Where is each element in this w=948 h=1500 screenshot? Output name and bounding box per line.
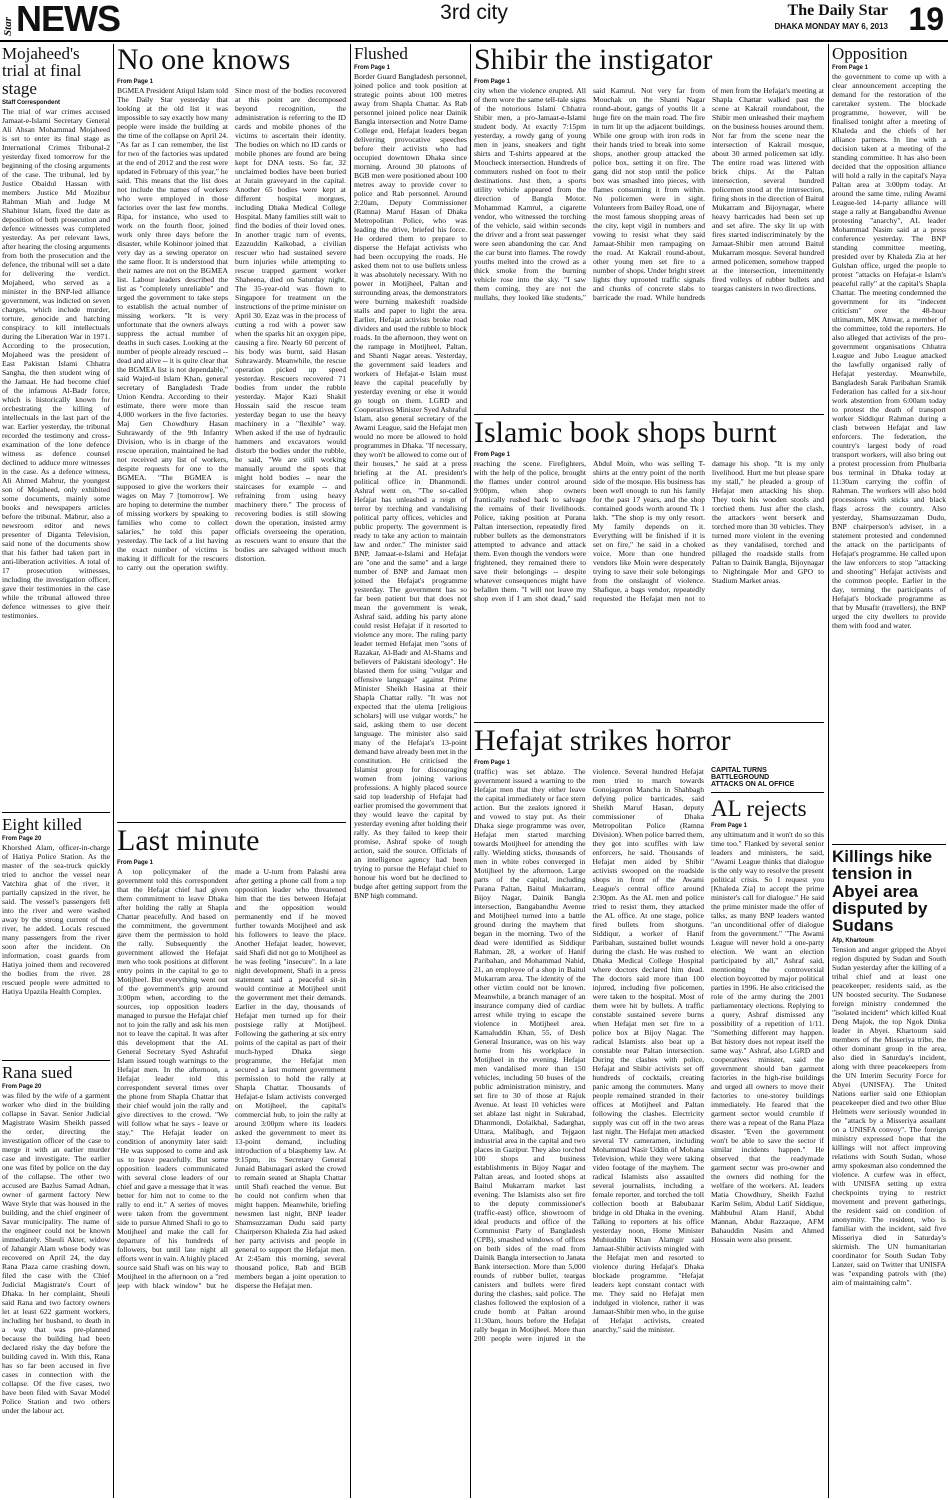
article-body: the government to come up with a clear announcement accepting the demand for the restoration of the caretaker system. The blockade programme, however, will be finalised tonight after a meeting of Khaleda and the chiefs of her alliance partners. In line with a decision taken at a meeting of the standing committee. It has also been decided that the opposition alliance will hold a rally in the capital's Naya Paltan area at 3:00pm today. At around the same time, ruling Awami League-led 14-party alliance will stage a rally at Bangabandhu Avenue protesting "anarchy", AL leader Mohammad Nasim said at a press conference yesterday. The BNP standing committee meeting, presided over by Khaleda Zia at her Gulshan office, urged the people to protest "attacks on Hefajat-e Islam's peaceful rally" at the capital's Shapla Chattar. The meeting condemned the government for its "indecent criticism" over the 48-hour ultimatum, MK Anwar, a member of the committee, told the reporters. He also alleged that activists of the pro-government organisations Chhatra League and Jubo League attacked the lawfully organised rally of Hefajat yesterday. Meanwhile, Bangladesh Sarak Paribahan Sramik Federation has called for a six-hour work abstention from 6:00am today to protest the death of transport worker Siddiqur Rahman during a clash between Hefajat and law enforcers. The federation, the country's largest body of road transport workers, will also bring out a protest procession from Phulbaria bus terminal in Dhaka today at 11:30am carrying the coffin of Rahman. The workers will also hold processions with sticks and black flags across the country. Also yesterday, Shamsuzzaman Dudu, BNP chairperson's adviser, in a statement protested and condemned the attack on the participants of Hefajat's programme. He called upon the law enforcers to stop "attacking and shooting" Hefajat activists and the common people. Earlier in the day, terming the participants of Hefajat's blockade programme as that by Musafir (travellers), the BNP urged the city dwellers to provide them with food and water. — [832, 72, 946, 631]
subhead: ATTACKS ON AL OFFICE — [711, 780, 795, 788]
article-eight-killed — [2, 816, 110, 1056]
article-body: was filed by the wife of a garment worker who died in the building collapse in Savar. Senior Judicial Magistrate Wasim Sheikh passed the order, directing the investigation officer of the case to merge it with an earlier murder case and investigate. The earlier one was filed by police on the day of the collapse. The other two accused are Bazlus Samad Adnan, owner of garment factory New Wave Style that was housed in the building, and the chief engineer of Savar municipality. The name of the engineer could not be known immediately. Sheuli Akter, widow of Jahangir Alam whose body was recovered on April 24, the day Rana Plaza came crashing down, filed the case with the Chief Judicial Magistrate's Court of Dhaka. In her complaint, Sheuli said Rana and two factory owners let at least 622 garment workers, including her husband, to death in a way that was pre-planned because the building had been declared risky the day before the building caved in. With this, Rana has so far been accused in five cases in connection with the collapse. Of the five cases, two have been filed with Savar Model Police Station and two others under the labour act. — [2, 1091, 110, 1416]
headline: Shibir the instigator — [474, 45, 713, 76]
headline: Mojaheed's trial at final stage — [2, 45, 82, 98]
article-no-one-knows — [117, 45, 346, 820]
article-killings — [832, 848, 946, 1498]
byline: Staff Correspondent — [2, 99, 61, 106]
column-rule — [470, 44, 471, 1498]
article-body: city when the violence erupted. All of them wore the same tell-tale signs of the notorious Islami Chhatra Shibir men, a pro-Jamaat-e-Islami student body. At exactly 7:15pm yesterday, a rowdy gang of young men in jeans, sneakers and tight shirts and T-shirts appeared at the Moucheck intersection. Hundreds of commuters rushed on foot to their destinations. Just then, a sports utility vehicle appeared from the direction of Bangla Motor. Mohammad Kamrul, a cigarette vendor, who witnessed the torching of the vehicle, said within seconds the driver and a front seat passenger were seen abandoning the car. And the car burst into flames. The rowdy youths melted into the crowd as a thick smoke from the burning vehicle rose into the sky. "I saw them coming, they are not the mullahs, they looked like students," said Kamrul. Not very far from Mouchak on the Shanti Nagar round-about, gangs of youths lit a huge fire on the main road. The fire in turn lit up the adjacent buildings. While one group with iron rods in their hands tried to break into some shops, another group attacked the police box, setting it on fire. The gang did not stop until the police box was smashed into pieces, with flames consuming it from within. No policemen were in sight. Volunteers from Bailey Road, one of the most famous shopping areas of the city, kept vigil in numbers and vowing to resist what they said Jamaat-Shibir men rampaging on the road. At Kakrail round-about, other young men set fire to a number of shops. Under bright street lights they uprooted traffic signals and chunks of concrete slabs to barricade the road. While hundreds of men from the Hefajat's meeting at Shapla Chattar walked past the scene at Kakrail roundabout, the Shibir men unleashed their mayhem on the business houses around them. Not far from the scene near the intersection of Kakrail mosque, about 30 armed policemen sat idly. The entire road was littered with brick chips. At the Paltan intersection, several hundred policemen stood at the intersection, firing shots in the direction of Baitul Mukarram and Bijoynagar, where heavy barricades had been set up and set afire. The sky lit up with fires started indiscriminately by the Jamaat-Shibir men around Baitul Mukarram mosque. Several hundred armed policemen, somehow trapped at the intersection, intermittently fired volleys of rubber bullets and teargas canisters in two directions. — [474, 85, 824, 302]
subhead: CAPITAL TURNS BATTLEGROUND — [711, 766, 770, 781]
byline: From Page 1 — [354, 65, 391, 72]
column-rule — [828, 44, 829, 1498]
article-body: (traffic) was set ablaze. The government issued a warning to the Hefajat men that they either leave the capital immediately or face stern action. But the zealots ignored it and vowed to stay put. As their Dhaka siege programme was over, Hefajat men started marching towards Motijheel for attending the rally. Wielding sticks, thousands of men in white robes converged in Motijheel by the afternoon. Large parts of the capital, including Purana Paltan, Baitul Mukarram, Bijoy Nagar, Dainik Bangla intersection, Bangabandhu Avenue and Motijheel turned into a battle ground during the mayhem that began in the morning. Two of the dead were identified as Siddiqur Rahman, 28, a worker of Hanif Paribahan, and Mohammad Nahid, 21, an employee of a shop in Baitul Mukarram area. The identity of the other victim could not be known. Meanwhile, a branch manager of an insurance company died of cardiac arrest while trying to escape the violence in Motijheel area. Kamaluddin Khan, 55, of Desh General Insurance, was on his way home from his workplace in Motijheel in the evening. Hefajat men vandalised more than 150 vehicles, including 50 buses of the public administration ministry, and set fire to 30 of those at Rajuk Avenue. At least 10 vehicles were set ablaze last night in Sukrabad, Dhanmondi, Dolaikhal, Sadarghat, Uttara, Malibagh, and Tejgaon industrial area in the capital and two places in Gazipur. They also torched 100 shops and business establishments in Bijoy Nagar and Paltan areas, and looted shops at Baitul Mukarram market last evening. The Islamists also set fire to the deputy commissioner's (traffic-east) office, showroom of ideal products and office of the Communist Party of Bangladesh (CPB), smashed windows of offices on both sides of the road from Dainik Bangla intersection to Janata Bank intersection. More than 5,000 rounds of rubber bullet, teargas canisters and bullets were fired during the clashes, said police. The clashes followed the explosion of a crude bomb at Paltan around 11:30am, hours before the Hefajat rally began in Motijheel. More than 200 people were injured in the violence. Several hundred Hefajat men tried to march towards Gonojagoron Mancha in Shahbagh defying police barricades, said Sheikh Maruf Hasan, deputy commissioner of Dhaka Metropolitan Police (Ramna Division). When police barred them, they got into scuffles with law enforcers, he said. Thousands of Hefajat men aided by Shibir activists swooped on the roadside shops in front of the Awami League's central office around 2:30pm. As the AL men and police tried to resist them, they attacked the AL office. At one stage, police fired bullets from shotguns. Siddiqur, a worker of Hanif Paribahan, sustained bullet wounds during the clash. He was rushed to Dhaka Medical College Hospital where doctors declared him dead. The doctors said more than 100 injured, including five policemen, were taken to the hospital. Most of them were hit by bullets. A traffic constable sustained severe burns when Hefajat men set fire to a police box at Bijoy Nagar. The radical Islamists also beat up a constable near Paltan intersection. During the clashes with police, Hefajat and Shibir activists set off hundreds of cocktails, creating panic among the commuters. Many people remained stranded in their offices at Motijheel and Paltan following the clashes. Electricity supply was cut off in the two areas last night. The Hefajat men attacked several TV cameramen, including Mohammad Nasir Uddin of Mohana Television, while they were taking video footage of the mayhem. The radical Islamists also assaulted several journalists, including a female reporter, and torched the toll collection booth at Babubazar bridge in old Dhaka in the evening. Talking to reporters at his office yesterday noon, Home Minister Muhiuddin Khan Alamgir said Jamaat-Shibir activists mingled with the Hefajat men and resorted to violence during Hefajat's Dhaka blockade programme. "Hefajat leaders kept constant contact with me. They said no Hefajat men indulged in violence, rather it was Jamaat-Shibir men who, in the guise of Hefajat activists, created anarchy," said the minister. — [474, 766, 704, 1343]
headline: Opposition — [832, 45, 908, 63]
column-rule — [113, 44, 114, 1498]
byline: From Page 1 — [474, 78, 511, 85]
byline: From Page 1 — [117, 78, 154, 85]
divider — [474, 414, 824, 415]
article-body: Khorshed Alam, officer-in-charge of Hatiya Police Station. As the master of the sea-truck quickly tried to anchor the vessel near Vatchira ghat of the river, it partially capsized in the river, he said. The vessel's passengers fell into the river and were washed away by the strong current of the river, he added. Locals rescued many passengers from the river soon after the incident. On information, coast guards from Hatiya joined them and recovered the bodies from the river. 28 rescued people were admitted to Hatiya Upazila Health Complex. — [2, 843, 110, 997]
headline: Killings hike tension in Abyei area disputed by Sudans — [832, 848, 933, 936]
byline: From Page 1 — [474, 759, 511, 766]
article-body: any ultimatum and it won't do so this time too." Flanked by several senior leaders and ministers, he said, "Awami League thinks that dialogue is the only way to resolve the present political crisis. So I request you [Khaleda Zia] to accept the prime minister's call for dialogue." He said the prime minister made the offer of talks, as many BNP leaders wanted "an unconditional offer of dialogue from the government." "The Awami League will never hold a one-party election. We want an election participated by all," Ashraf said, mentioning the controversial election boycotted by major political parties in 1996. He also criticised the role of the army during the 2001 parliamentary elections. Replying to a query, Ashraf dismissed any possibility of a repetition of 1/11. "Something different may happen. But history does not repeat itself the same way." Ashraf, also LGRD and cooperatives minister, said the government should ban garment factories in the high-rise buildings and urged all owners to move their factories to one-storey buildings immediately. He feared that the garment sector would crumble if there was a repeat of the Rana Plaza disaster. "Even the government won't be able to save the sector if similar incidents happen." He observed that the readymade garment sector was pro-owner and the owners did nothing for the welfare of the workers. AL leaders Matia Chowdhury, Sheikh Fazlul Karim Selim, Abdul Latif Siddique, Mahbubul Alam Hanif, Abdul Mannan, Abdur Razzaque, AFM Bahauddin Nasim and Ahmed Hossain were also present. — [711, 830, 824, 1245]
divider — [2, 1060, 110, 1061]
divider — [2, 812, 110, 813]
byline: From Page 1 — [474, 451, 511, 458]
article-flushed — [354, 45, 467, 1498]
divider — [474, 722, 824, 723]
article-hefajat — [474, 726, 824, 1498]
divider — [711, 792, 824, 793]
byline: From Page 1 — [832, 65, 869, 72]
byline: From Page 1 — [117, 859, 154, 866]
masthead — [0, 0, 948, 42]
headline: Eight killed — [2, 816, 82, 834]
byline: From Page 20 — [2, 836, 42, 843]
article-body: A top policymaker of the government told this correspondent that the Hefajat chief had given them commitment to leave Dhaka after holding the rally at Shapla Chattar peacefully. And based on the commitment, the government gave them the permission to hold the rally. Subsequently the government allowed the Hefajat men who took positions at different entry points in the capital to go to Motijheel. But everything went out of the government's grip around 3:00pm when, according to the sources, top opposition leaders managed to pursue the Hefajat chief not to join the rally and ask his men not to leave the capital. It was after this development that the AL General Secretary Syed Ashraful Islam issued tough warnings to the Hefajat men. In the afternoon, a Hefajat leader told this correspondent several times over the phone from Shapla Chattar that their chief would join the rally and give directives to the crowd. "We will follow what he says - leave or stay." The Hefajat leader on condition of anonymity later said: "He was supposed to come and ask us to leave peacefully. But some opposition leaders communicated with several close leaders of our chief and gave a message that it was better for him not to come to the rally to end it." A series of moves were taken from the government side to pursue Ahmed Shafi to go to Motijheel and make the call for departure of his hundreds of followers, but until late night all efforts went in vain. A highly placed source said Shafi was on his way to Motijheel in the afternoon on a "red jeep with black window" but he made a U-turn from Palashi area after getting a phone call from a top opposition leader who threatened him that the ties between Hefajat and the opposition would permanently end if he moved further towards Motijheel and ask his followers to leave the place. Another Hefajat leader, however, said Shafi did not go to Motijheel as he was feeling "insecure". In a late night development, Shafi in a press statement said a peaceful sit-in would continue at Motijheel until the government met their demands. Earlier in the day, thousands of Hefajat men turned up for their postsiege rally at Motijheel. Following the gathering at six entry points of the capital as part of their much-hyped Dhaka siege programme, the Hefajat men secured a last moment government permission to hold the rally at Shapla Chattar. Thousands of Hefajat-e Islam activists converged on Motijheel, the capital's commercial hub, to join the rally at around 3:00pm where its leaders asked the government to meet its 13-point demand, including introduction of a blasphemy law. At 9:15pm, its Secretary General Junaid Babunagari asked the crowd to remain seated at Shapla Chattar until Shafi reached the venue. But he could not confirm when that might happen. Meanwhile, briefing newsmen last night, BNP leader Shamsuzzaman Dudu said party Chairperson Khaleda Zia had asked her party activists and people in general to support the Hefajat men. At 2:45am this morning, several thousand police, Rab and BGB members began a joint operation to disperse the Hefajat men. — [117, 866, 346, 1290]
page-number: 19 — [908, 1, 944, 37]
headline: No one knows — [117, 45, 291, 76]
headline: AL rejects — [711, 795, 807, 821]
article-rana-sued — [2, 1064, 110, 1498]
article-body: BGMEA President Atiqul Islam told The Daily Star yesterday that looking at the old list it was impossible to say exactly how many people were inside the building at the time of the collapse on April 24. "As far as I can remember, the list for two of the factories was updated at the end of 2012 and the rest were updated in February of this year," he said. This means that the list does not include the names of workers who were employed in those factories over the last few months. Ripa, for instance, who used to work on the fourth floor, joined work only three days before the disaster, while Kohinoor joined that very day as a sewing operator on the same floor. It is understood that their names are not on the BGMEA list. Labour leaders described the list as "completely unreliable" and urged the government to take steps to establish the actual number of missing workers. "It is very unfortunate that the owners always suppress the actual number of deaths in such cases. Looking at the number of people already rescued -- dead and alive -- it is quite clear that the BGMEA list is not dependable," said Wajed-ul Islam Khan, general secretary of Bangladesh Trade Union Kendra. According to their estimate, there were more than 4,000 workers in the five factories. Maj Gen Chowdhury Hasan Suhrawardy of the 9th Infantry Division, who is in charge of the rescue operation, maintained he had not received any list of workers, despite requests for one to the BGMEA. "The BGMEA is supposed to give the workers their wages on May 7 [tomorrow]. We are hoping to determine the number of missing workers by speaking to families who come to collect salaries," he told this paper yesterday. The lack of a list having the exact number of victims is making it difficult for the rescuers to carry out the operation swiftly. Since most of the bodies recovered at this point are decomposed beyond recognition, the administration is referring to the ID cards and mobile phones of the victims to ascertain their identity. The bodies on which no ID cards or mobile phones are found are being kept for DNA tests. So far, 32 unclaimed bodies have been buried at Jurain graveyard in the capital. Another 65 bodies were kept at different hospital morgues, including Dhaka Medical College Hospital. Many families still wait to find the bodies of their loved ones. In another tragic turn of events, Ezazuddin Kaikobad, a civilian rescuer who had sustained severe burn injuries while attempting to rescue trapped garment worker Shaheena, died on Saturday night. The 35-year-old was flown to Singapore for treatment on the instructions of the prime minister on April 30. Ezaz was in the process of cutting a rod with a power saw when the sparks hit an oxygen pipe, causing a fire. Nearly 60 percent of his body was burnt, said Hasan Suhrawardy. Meanwhile, the rescue operation picked up speed yesterday. Rescuers recovered 71 bodies from under the rubble yesterday. Major Kazi Shakil Hossain said the rescue team yesterday began to use the heavy machinery in a "flexible" way. When asked if the use of hydraulic hammers and excavators would disturb the bodies under the rubble, he said, "We are still working manually around the spots that might hold bodies -- near the staircases for example -- and refraining from using heavy machinery there." The process of recovering bodies is still slowing down the operation, insisted army officials overseeing the operation, as rescuers want to ensure that the bodies are salvaged without much distortion. — [117, 85, 346, 572]
byline: From Page 20 — [2, 1084, 42, 1091]
article-mojaheed — [2, 45, 110, 795]
paper-name: The Daily Star — [787, 2, 888, 19]
article-shibir — [474, 45, 824, 410]
brand-star: Star — [2, 17, 14, 36]
divider — [117, 822, 346, 823]
headline: Hefajat strikes horror — [474, 726, 731, 757]
byline: Afp, Khartoum — [832, 937, 874, 944]
headline: Flushed — [354, 45, 408, 63]
byline: From Page 1 — [711, 823, 748, 830]
divider — [832, 844, 946, 845]
article-opposition — [832, 45, 946, 840]
headline: Rana sued — [2, 1064, 73, 1082]
headline: Islamic book shops burnt — [474, 418, 777, 449]
column-rule — [350, 44, 351, 1498]
section-name: NEWS — [16, 0, 120, 39]
dateline: DHAKA MONDAY MAY 6, 2013 — [774, 22, 888, 31]
article-last-minute — [117, 826, 346, 1498]
article-body: Border Guard Bangladesh personnel, joined police and took position at strategic points about 100 metres away from Shapla Chattar. As Rab personnel joined police near Dainik Bangla intersection and Notre Dame College end, Hefajat leaders began delivering provocative speeches before their activists who had occupied downtown Dhaka since morning. Around 30 platoons of BGB men were positioned about 100 metres away to provide cover to police and Rab personnel. Around 2:20am, Deputy Commissioner (Ramna) Maruf Hasan of Dhaka Metropolitan Police, who was leading the drive, briefed his force. He ordered them to prepare to disperse the Hefajat activists who had been occupying the roads. He asked them not to use bullets unless it was absolutely necessary. With no power in Motijheel, Paltan and surrounding areas, the demonstrators were burning makeshift roadside stalls and paper to light the area. Earlier, Hefajat activists broke road dividers and used the rubble to block roads. In the afternoon, they went on the rampage in Motijheel, Paltan, and Shanti Nagar areas. Yesterday, the government said leaders and workers of Hefajat-e Islam must leave the capital peacefully by yesterday evening or else it would go tough on them. LGRD and Cooperatives Minister Syed Ashraful Islam, also general secretary of the Awami League, said the Hefajat men would no more be allowed to hold programmes in Dhaka. "If necessary, they won't be allowed to come out of their houses," he said at a press briefing at the AL president's political office in Dhanmondi. Ashraf went on, "The so-called Hefajat has unleashed a reign of terror by torching and vandalising political party offices, vehicles and public property. The government is ready to take any action to maintain law and order." The minister said BNP, Jamaat-e-Islami and Hefajat are "one and the same" and a large number of BNP and Jamaat men joined the Hefajat's programme yesterday. The government has so far been patient but that does not mean the government is weak, Ashraf said, adding his party alone could resist Hefajat if it resorted to violence any more. The ruling party leader termed Hefajat men "sons of Razakar, Al-Badr and Al-Shams and believers of Pakistani ideology". He blasted them for using "vulgar and offensive language" against Prime Minister Sheikh Hasina at their Shapla Chattar rally. "It was not expected that the ulema [religious scholars] will use vulgar words," he said, asking them to use decent language. The minister also said many of the Hefajat's 13-point demand have already been met in the constitution. He criticised the Islamist group for discouraging women from joining various professions. A highly placed source said top leadership of Hefajat had earlier promised the government that they would leave the capital by yesterday evening after holding their rally. As they failed to keep their promise, Ashraf spoke of tough action, said the source. Officials of an intelligence agency had been trying to pursue the Hefajat chief to honour his word but he declined to budge after getting support from the BNP high command. — [354, 72, 467, 901]
article-body: The trial of war crimes accused Jamaat-e-Islami Secretary General Ali Ahsan Mohammad Mojaheed is set to enter its final stage as International Crimes Tribunal-2 yesterday fixed tomorrow for the beginning of the closing arguments of the case. The tribunal, led by Justice Obaidul Hassan with members Justice Md Mozibur Rahman Miah and Judge M Shahinur Islam, fixed the date as deposition of both prosecution and defence witnesses was completed yesterday. As per relevant laws, after hearing the closing arguments from both the prosecution and the defence, the tribunal will set a date for delivering the verdict. Mojaheed, who served as a minister in the BNP-led alliance government, was indicted on seven charges, which include murder, torture, genocide and hatching conspiracy to kill intellectuals during the Liberation War in 1971. According to the prosecution, Mojaheed was the president of East Pakistan Islami Chhatra Sangha, the then student wing of the Jamaat. He had become chief of the infamous Al-Badr force, which is historically known for orchestrating the killing of intellectuals in the last part of the war. Earlier yesterday, the tribunal recorded the testimony and cross-examination of the lone defence witness as defence counsel declined to adduce more witnesses in the case. As a defence witness, Ali Ahmed Mabrur, the youngest son of Mojaheed, only exhibited some documents, mainly some books and newspapers articles before the tribunal. Mabrur, also a newsroom editor and news presenter of Diganta Television, said none of the documents show that his father had taken part in anti-liberation activities. A total of 17 prosecution witnesses, including the investigation officer, gave their testimonies in the case while the tribunal allowed three defence witnesses to give their testimonies. — [2, 106, 110, 620]
section-title: 3rd city — [440, 1, 508, 24]
article-body: Tension and anger gripped the Abyei region disputed by Sudan and South Sudan yesterday after the killing of a tribal chief and at least one peacekeeper, residents said, as the UN boosted security. The Sudanese foreign ministry condemned the "isolated incident" which killed Kual Deng Majok, the top Ngok Dinka leader in Abyei. Khartoum said members of the Misseriya tribe, the other dominant group in the area, also died in Saturday's incident, along with three peacekeepers from the UN Interim Security Force for Abyei (UNISFA). The United Nations earlier said one Ethiopian peacekeeper died and two other Blue Helmets were seriously wounded in the "attack by a Misseriya assailant on a UNISFA convoy". The foreign ministry expressed hope that the killings will not affect improving relations with South Sudan, whose army spokesman also condemned the violence. A curfew was in effect, with UNISFA setting up extra checkpoints trying to restrict movement and prevent gatherings, the resident said on condition of anonymity. The resident, who is familiar with the incident, said five Misseriya died in Saturday's skirmish. The UN humanitarian coordinator for South Sudan Toby Lanzer, said on Twitter that UNISFA was "expanding patrols with (the) aim of maintaining calm". — [832, 944, 946, 1287]
article-bookshops — [474, 418, 824, 716]
headline: Last minute — [117, 826, 260, 857]
article-body: reaching the scene. Firefighters, with the help of the police, brought the flames under control around 9:00pm, when shop owners frantically rushed back to salvage the remains of their livelihoods. Police, taking position at Purana Paltan intersection, repeatedly fired rubber bullets as the demonstrators attempted to advance and attack them. Even though the vendors were frightened, they remained there to save their belongings -- despite whatever consequences might have befallen them. "I will not leave my shop even if I am shot dead," said Abdul Moin, who was selling T-shirts at the entry point of the north side of the mosque. His business has been well enough to run his family for the past 17 years, and the shop contained goods worth around Tk 1 lakh. "The shop is my only resort. My family depends on it. Everything will be finished if it is set on fire," he said in a choked voice. More than one hundred vendors like Moin were desperately trying to save their sole belongings from the onslaught of violence. Shafique, a bags vendor, repeatedly requested the Hefajat men not to damage his shop. "It is my only livelihood. Hurt me but please spare my stall," he pleaded a group of Hefajat men attacking his shop. They took his wooden stools and torched them. Just after the clash, the attackers went berserk and torched more than 30 vehicles. They turned more violent in the evening as they vandalised, torched and pillaged the roadside stalls from Paltan to Dainik Bangla, Bijoynagar to Nightingale Mor and GPO to Stadium Market areas. — [474, 458, 824, 603]
